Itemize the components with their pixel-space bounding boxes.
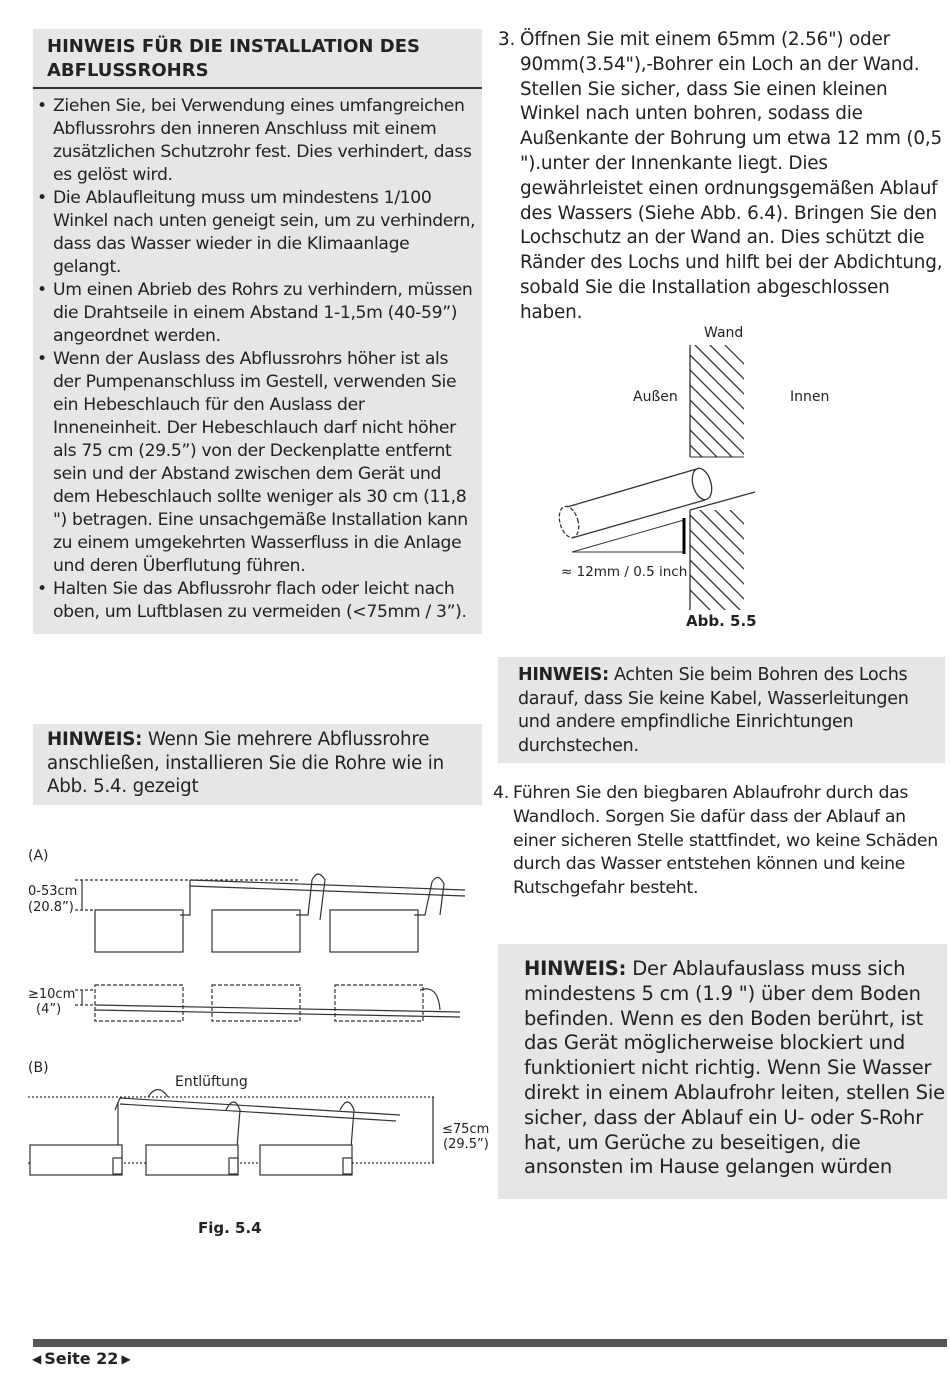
notice-label: HINWEIS: — [524, 957, 627, 980]
list-item: • Die Ablaufleitung muss um mindestens 1/100 Winkel nach unten geneigt sein, um zu verhindern, dass das Wasser wieder in die Klimaanlage gelangt. — [53, 187, 478, 279]
vent-label: Entlüftung — [175, 1074, 248, 1090]
installation-notice-box — [33, 29, 482, 634]
notice-text — [47, 728, 482, 799]
dim-a1: 0-53cm — [28, 884, 78, 899]
multiple-pipes-notice — [33, 724, 482, 805]
notice-text — [524, 957, 947, 1180]
step-number: 3. — [498, 29, 516, 50]
notice-text — [518, 664, 945, 758]
drilling-notice — [498, 657, 945, 763]
list-item: • Halten Sie das Abflussrohr flach oder leicht nach oben, um Luftblasen zu vermeiden (<75mm / 3”). — [53, 578, 478, 624]
footer — [32, 1349, 131, 1368]
dim-a2b: (4”) — [36, 1002, 62, 1017]
step-number: 4. — [493, 783, 509, 803]
next-page-icon[interactable]: ▶ — [121, 1351, 131, 1366]
figure-caption: Fig. 5.4 — [198, 1219, 262, 1237]
drain-pipes-diagram — [0, 860, 490, 1200]
notice-title: HINWEIS FÜR DIE INSTALLATION DES ABFLUSSROHRS — [33, 29, 482, 89]
list-item: • Um einen Abrieb des Rohrs zu verhindern, müssen die Drahtseile in einem Abstand 1-1,5m (40-59”) angeordnet werden. — [53, 279, 478, 348]
notice-label: HINWEIS: — [518, 665, 609, 685]
step-text: Führen Sie den biegbaren Ablaufrohr durch das Wandloch. Sorgen Sie dafür dass der Ablauf an einer sicheren Stelle stattfindet, wo keine Schäden durch das Wasser entstehen können und keine Rutschgefahr besteht. — [513, 783, 938, 899]
footer-bar — [33, 1339, 947, 1347]
notice-label: HINWEIS: — [47, 729, 143, 750]
step-text: Öffnen Sie mit einem 65mm (2.56") oder 90mm(3.54"),-Bohrer ein Loch an der Wand. Stellen Sie sicher, dass Sie einen kleinen Winkel nach unten bohren, sodass die Außenkante der Bohrung um etwa 12 mm (0,5 ").unter der Innenkante liegt. Dies gewährleistet einen ordnungsgemäßen Ablauf des Wassers (Siehe Abb. 6.4). Bringen Sie den Lochschutz an der Wand an. Dies schützt die Ränder des Lochs und hilft bei der Abdichtung, sobald Sie die Installation abgeschlossen haben. — [520, 29, 943, 323]
dim-bb: (29.5”) — [443, 1137, 489, 1152]
measure-label: ≈ 12mm / 0.5 inch — [561, 564, 688, 580]
outside-label: Außen — [633, 389, 678, 405]
list-item: • Wenn der Auslass des Abflussrohrs höher ist als der Pumpenanschluss im Gestell, verwenden Sie ein Hebeschlauch für den Auslass der Inneneinheit. Der Hebeschlauch darf nicht höher als 75 cm (29.5”) von der Deckenplatte entfernt sein und der Abstand zwischen dem Gerät und dem Hebeschlauch sollte weniger als 30 cm (11,8 ") betragen. Eine unsachgemäße Installation kann zu einem umgekehrten Wasserfluss in die Anlage und deren Überflutung führen. — [53, 348, 478, 578]
inside-label: Innen — [790, 389, 830, 405]
notice-body: Wenn Sie mehrere Abflussrohre anschließen, installieren Sie die Rohre wie in Abb. 5.4. gezeigt — [47, 729, 444, 797]
step-4 — [493, 782, 943, 901]
dim-b: ≤75cm — [442, 1122, 490, 1137]
label-a: (A) — [28, 848, 49, 864]
notice-list — [33, 95, 482, 624]
figure-caption: Abb. 5.5 — [686, 612, 757, 630]
dim-a2: ≥10cm — [28, 987, 76, 1002]
step-3 — [498, 28, 948, 326]
wall-label: Wand — [704, 325, 744, 341]
drain-outlet-notice — [498, 944, 947, 1199]
label-b: (B) — [28, 1060, 49, 1076]
notice-body: Der Ablaufauslass muss sich mindestens 5 cm (1.9 ") über dem Boden befinden. Wenn es den Boden berührt, ist das Gerät möglicherweise blockiert und funktioniert nicht richtig. Wenn Sie Wasser direkt in einem Ablaufrohr leiten, stellen Sie sicher, dass der Ablauf ein U- oder S-Rohr hat, um Gerüche zu beseitigen, die ansonsten im Hause gelangen würden — [524, 957, 945, 1179]
dim-a1b: (20.8”) — [28, 900, 74, 915]
notice-body: Achten Sie beim Bohren des Lochs darauf, dass Sie keine Kabel, Wasserleitungen und andere empfindliche Einrichtungen durchstechen. — [518, 665, 909, 756]
page-number: Seite 22 — [44, 1349, 119, 1368]
prev-page-icon[interactable]: ◀ — [32, 1351, 42, 1366]
list-item: • Ziehen Sie, bei Verwendung eines umfangreichen Abflussrohrs den inneren Anschluss mit einem zusätzlichen Schutzrohr fest. Dies verhindert, dass es gelöst wird. — [53, 95, 478, 187]
